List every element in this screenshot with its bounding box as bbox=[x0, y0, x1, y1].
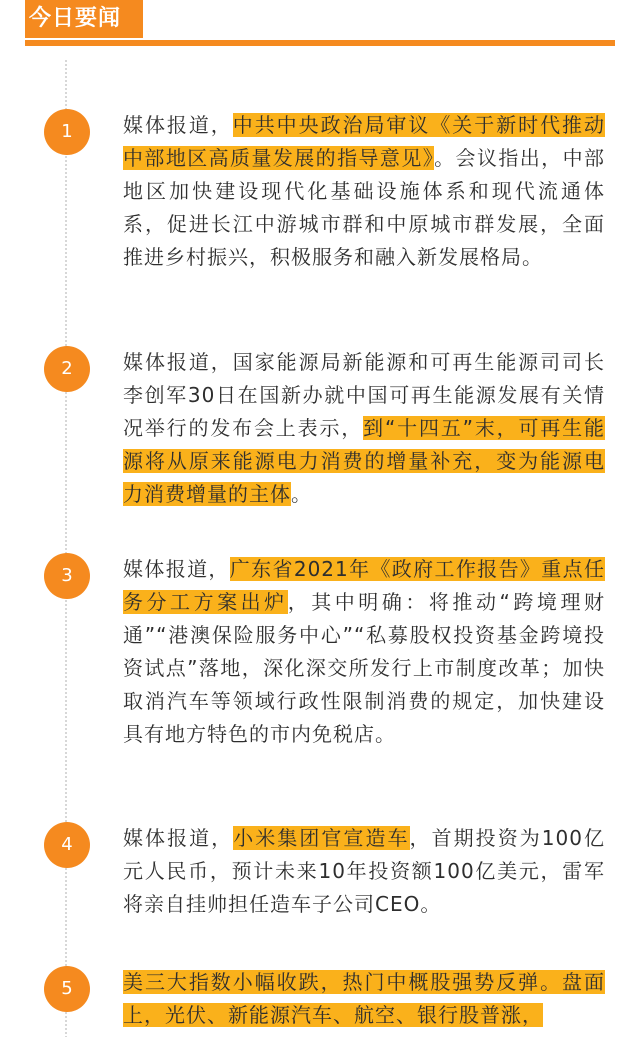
header-underline bbox=[25, 40, 615, 46]
timeline-line bbox=[65, 60, 67, 1037]
section-title: 今日要闻 bbox=[25, 0, 143, 38]
news-highlight: 广东省2021年《政府工作报告》重点任务分工方案出炉 bbox=[123, 557, 605, 614]
news-rest: 。会议指出，中部地区加快建设现代化基础设施体系和现代流通体系，促进长江中游城市群和中原城市群发展，全面推进乡村振兴，积极服务和融入新发展格局。 bbox=[123, 146, 606, 269]
news-prefix: 媒体报道，国家能源局新能源和可再生能源司司长李创军30日在国新办就中国可再生能源发展有关情况举行的发布会上表示， bbox=[123, 350, 605, 440]
news-highlight: 小米集团官宣造车 bbox=[233, 826, 410, 850]
news-highlight: 到“十四五”末，可再生能源将从原来能源电力消费的增量补充，变为能源电力消费增量的主体 bbox=[123, 416, 605, 506]
news-rest: ，其中明确：将推动“跨境理财通”“港澳保险服务中心”“私募股权投资基金跨境投资试点”落地，深化深交所发行上市制度改革；加快取消汽车等领域行政性限制消费的规定，加快建设具有地方特色的市内免税店。 bbox=[123, 590, 605, 746]
news-text bbox=[123, 822, 605, 921]
news-highlight: 美三大指数小幅收跌，热门中概股强势反弹。盘面上，光伏、新能源汽车、航空、银行股普涨， bbox=[123, 970, 605, 1027]
news-prefix: 媒体报道， bbox=[123, 113, 233, 137]
news-highlight: 中共中央政治局审议《关于新时代推动中部地区高质量发展的指导意见》 bbox=[123, 113, 606, 170]
item-number-badge: 4 bbox=[44, 822, 90, 868]
news-text bbox=[123, 553, 605, 751]
news-prefix: 媒体报道， bbox=[123, 557, 230, 581]
news-text bbox=[123, 109, 605, 274]
news-prefix: 媒体报道， bbox=[123, 826, 234, 850]
item-number-badge: 3 bbox=[44, 553, 90, 599]
news-text bbox=[123, 966, 605, 1032]
section-header bbox=[0, 0, 640, 50]
item-number-badge: 1 bbox=[44, 109, 90, 155]
news-rest: ，首期投资为100亿元人民币，预计未来10年投资额100亿美元，雷军将亲自挂帅担任造车子公司CEO。 bbox=[123, 826, 605, 916]
news-rest: 。 bbox=[291, 482, 312, 506]
item-number-badge: 5 bbox=[44, 966, 90, 1012]
news-text bbox=[123, 346, 605, 511]
item-number-badge: 2 bbox=[44, 346, 90, 392]
